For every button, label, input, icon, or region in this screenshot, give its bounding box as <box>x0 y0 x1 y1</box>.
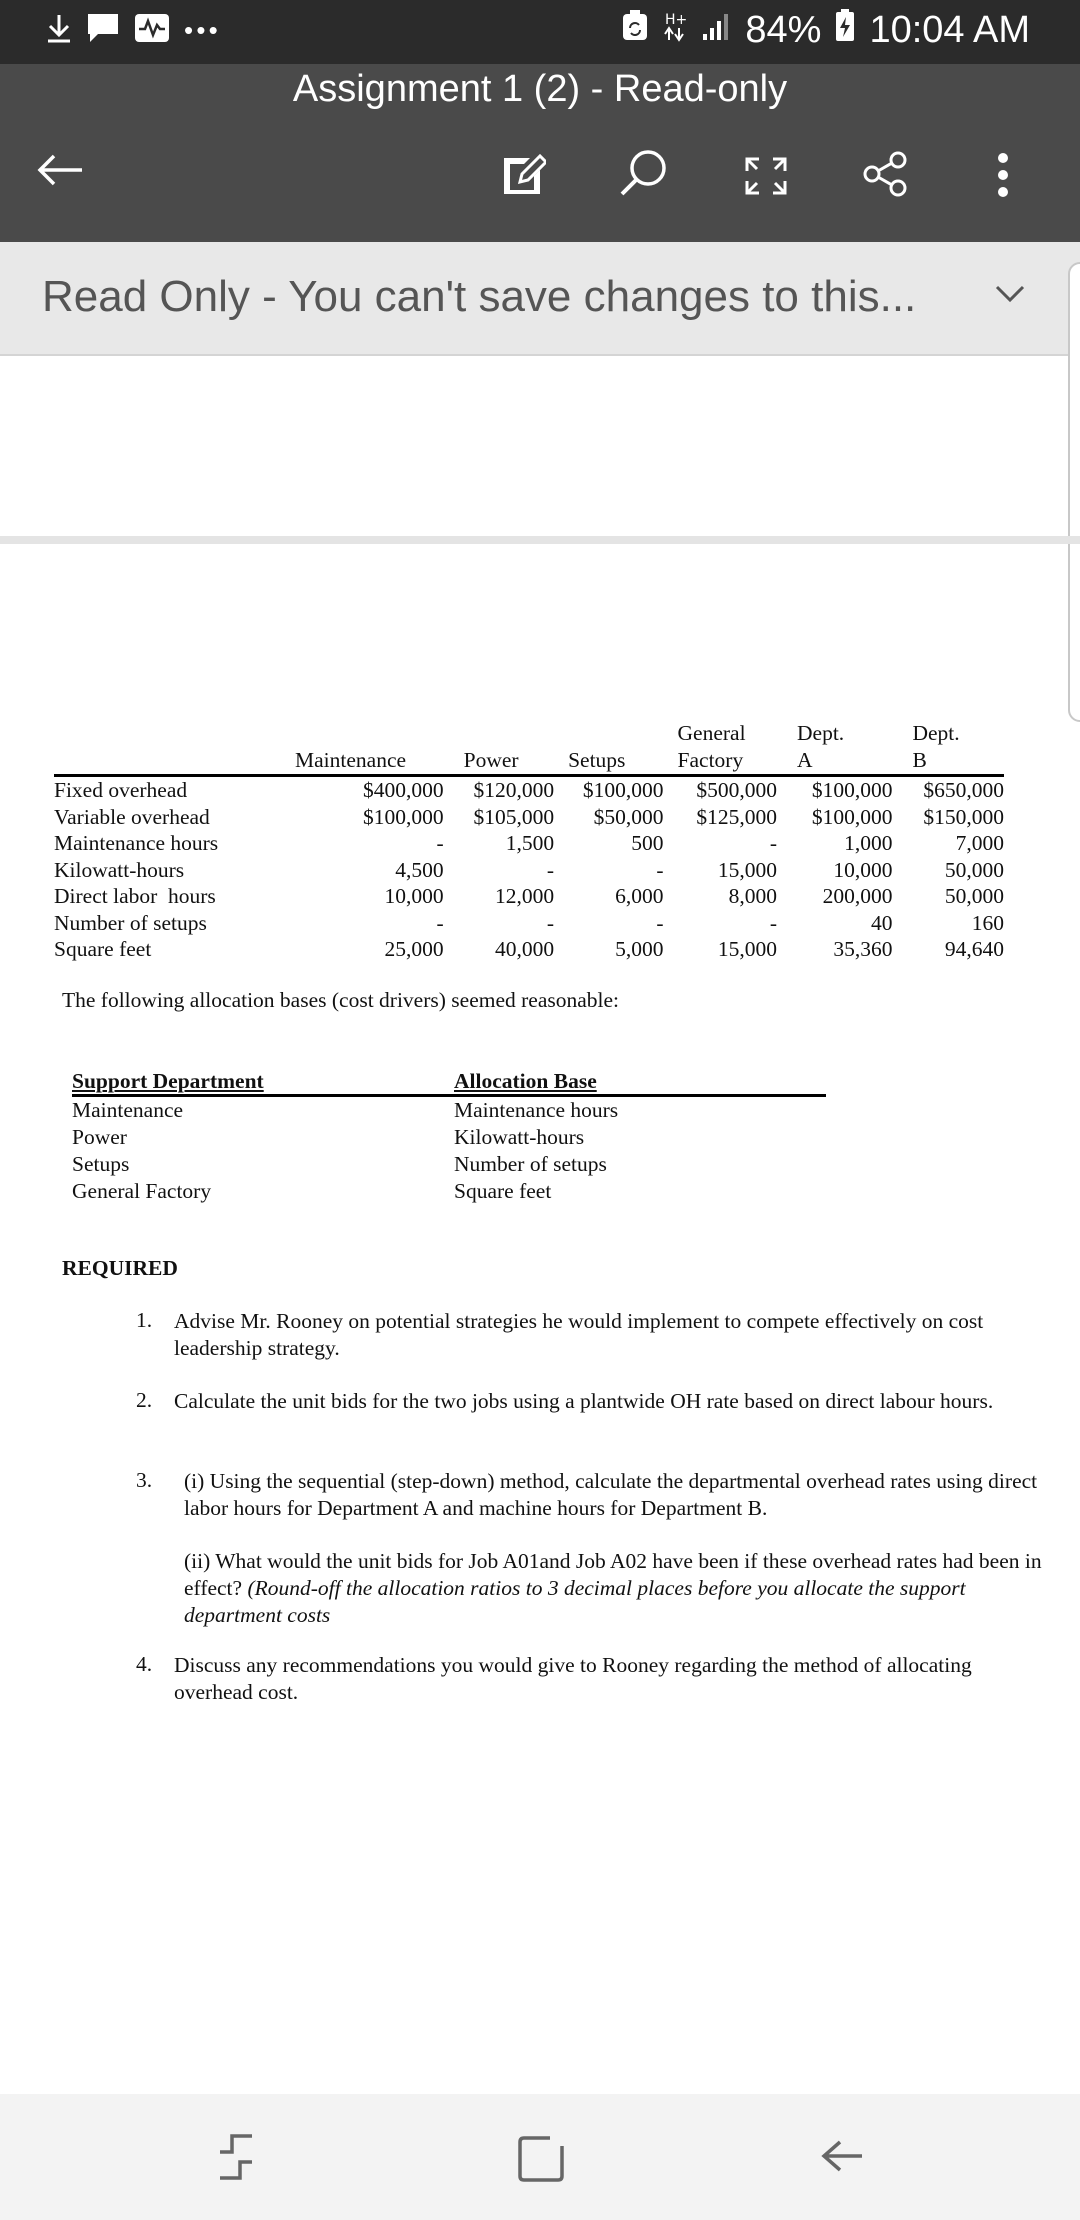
table-row <box>72 1178 826 1205</box>
header-cell-general-factory: General Factory <box>677 721 746 772</box>
header-cell-setups: Setups <box>568 748 626 772</box>
question-text: Advise Mr. Rooney on potential strategies he would implement to compete effectively on cost leadership strategy. <box>174 1309 984 1360</box>
header-allocation-base: Allocation Base <box>454 1069 597 1093</box>
table-cell: Maintenance <box>72 1098 184 1122</box>
allocation-intro: The following allocation bases (cost drivers) seemed reasonable: <box>62 988 620 1012</box>
question-text-part-ii <box>184 1548 1050 1629</box>
table-row <box>72 1096 826 1125</box>
table-cell: $120,000 <box>473 778 555 802</box>
home-icon[interactable] <box>518 2132 564 2187</box>
table-cell: - <box>436 831 444 855</box>
support-table-header <box>72 1068 826 1096</box>
required-heading: REQUIRED <box>62 1256 178 1280</box>
status-right <box>621 8 1030 52</box>
share-icon[interactable] <box>862 150 910 203</box>
fullscreen-icon[interactable] <box>744 156 788 201</box>
clock: 10:04 AM <box>869 8 1030 51</box>
table-cell: 1,000 <box>844 831 893 855</box>
table-cell: 50,000 <box>944 857 1004 882</box>
table-cell: - <box>436 910 444 935</box>
network-type-icon <box>663 9 687 52</box>
table-cell: $150,000 <box>923 804 1004 829</box>
table-cell: 10,000 <box>833 857 893 882</box>
question-1 <box>136 1308 1050 1362</box>
search-icon[interactable] <box>618 148 668 203</box>
question-number: 3. <box>136 1468 153 1492</box>
document-title: Assignment 1 (2) - Read-only <box>292 68 788 110</box>
table-cell: 160 <box>971 910 1004 935</box>
question-2 <box>136 1388 1066 1415</box>
navigation-bar <box>0 2094 1080 2220</box>
table-cell: 10,000 <box>384 884 444 908</box>
table-cell: 4,500 <box>395 857 444 882</box>
overhead-table <box>54 720 1004 963</box>
table-cell: 7,000 <box>955 831 1004 855</box>
part-ii-note: (Round-off the allocation ratios to 3 decimal places before you allocate the support department costs <box>184 1576 966 1627</box>
table-cell: General Factory <box>72 1179 212 1203</box>
question-text-part-i: (i) Using the sequential (step-down) method, calculate the departmental overhead rates using direct labor hours for Department A and machine hours for Department B. <box>184 1469 1038 1520</box>
recent-apps-icon[interactable] <box>214 2132 258 2187</box>
table-cell: Maintenance hours <box>454 1098 619 1122</box>
part-ii-text: (ii) What would the unit bids for Job A01and Job A02 have been if these overhead rates had been in effect? <box>184 1549 1042 1600</box>
more-vert-icon[interactable] <box>996 152 1010 203</box>
table-cell: $105,000 <box>473 804 555 829</box>
question-number: 2. <box>136 1388 153 1412</box>
row-label: Number of setups <box>54 910 207 935</box>
table-cell: Number of setups <box>454 1152 607 1176</box>
table-cell: 12,000 <box>494 884 555 908</box>
table-cell: 5,000 <box>615 937 664 961</box>
row-label: Variable overhead <box>54 804 210 829</box>
table-cell: Square feet <box>454 1179 552 1203</box>
status-left <box>46 12 216 49</box>
table-cell: 8,000 <box>728 884 777 908</box>
row-label: Square feet <box>54 937 152 961</box>
signal-icon <box>701 9 731 52</box>
table-cell: 50,000 <box>944 884 1004 908</box>
edit-icon[interactable] <box>500 150 546 201</box>
table-cell: Power <box>72 1125 127 1149</box>
table-cell: - <box>656 857 664 882</box>
back-icon[interactable] <box>820 2136 864 2181</box>
read-only-message: Read Only - You can't save changes to this... <box>42 272 917 321</box>
overhead-table-header <box>54 720 1004 776</box>
row-label: Kilowatt-hours <box>54 857 185 882</box>
question-number: 1. <box>136 1308 153 1332</box>
row-label: Direct labor hours <box>54 884 216 908</box>
question-number: 4. <box>136 1652 153 1676</box>
table-cell: - <box>769 831 777 855</box>
table-cell: 15,000 <box>717 937 777 961</box>
battery-charging-icon <box>835 8 855 52</box>
header-cell-maintenance: Maintenance <box>295 748 407 772</box>
table-cell: - <box>769 910 777 935</box>
table-cell: $650,000 <box>923 778 1004 802</box>
table-cell: 35,360 <box>833 937 893 961</box>
table-cell: 15,000 <box>717 857 777 882</box>
header-cell-dept-b: Dept. B <box>912 721 960 772</box>
table-cell: 500 <box>631 831 664 855</box>
table-cell: 40,000 <box>494 937 555 961</box>
svg-text:H+: H+ <box>665 11 688 28</box>
table-row <box>54 910 1004 937</box>
more-notifications-icon: • • • <box>184 15 216 45</box>
table-cell: $100,000 <box>811 778 893 802</box>
table-cell: - <box>656 910 664 935</box>
chevron-down-icon[interactable] <box>994 284 1026 309</box>
table-cell: 94,640 <box>944 937 1004 961</box>
table-cell: - <box>546 910 555 935</box>
read-only-banner[interactable] <box>0 242 1080 356</box>
table-cell: Setups <box>72 1152 130 1176</box>
battery-percent: 84% <box>745 8 822 51</box>
table-row <box>54 804 1004 831</box>
sync-icon <box>621 8 649 52</box>
table-row <box>54 883 1004 910</box>
table-cell: 200,000 <box>822 884 893 908</box>
table-row <box>54 830 1004 857</box>
table-cell: Kilowatt-hours <box>454 1125 585 1149</box>
table-cell: $100,000 <box>363 804 444 829</box>
row-label: Fixed overhead <box>54 778 188 802</box>
download-icon <box>46 13 72 48</box>
table-cell: $125,000 <box>696 804 777 829</box>
table-row <box>54 857 1004 884</box>
question-4 <box>136 1652 1050 1706</box>
chat-icon <box>86 12 120 49</box>
table-cell: $50,000 <box>593 804 664 829</box>
table-cell: $100,000 <box>582 778 664 802</box>
table-cell: - <box>546 857 555 882</box>
table-row <box>54 776 1004 804</box>
status-bar <box>0 0 1080 64</box>
table-row <box>72 1151 826 1178</box>
question-3 <box>136 1468 1050 1629</box>
table-cell: $100,000 <box>811 804 893 829</box>
table-cell: 1,500 <box>505 831 555 855</box>
table-row <box>54 936 1004 963</box>
row-label: Maintenance hours <box>54 831 219 855</box>
question-text: Discuss any recommendations you would give to Rooney regarding the method of allocating overhead cost. <box>174 1653 972 1704</box>
page-break <box>0 536 1080 544</box>
table-cell: 6,000 <box>615 884 664 908</box>
header-cell-blank <box>54 720 295 776</box>
table-cell: $500,000 <box>696 778 777 802</box>
table-cell: $400,000 <box>363 778 444 802</box>
activity-icon <box>134 13 170 48</box>
table-row <box>72 1124 826 1151</box>
support-department-table <box>72 1068 826 1205</box>
header-support-department: Support Department <box>72 1069 264 1093</box>
question-text: Calculate the unit bids for the two jobs using a plantwide OH rate based on direct labour hours. <box>174 1389 994 1413</box>
back-arrow-icon[interactable] <box>34 152 86 193</box>
table-cell: 25,000 <box>384 937 444 961</box>
app-bar <box>0 64 1080 242</box>
table-cell: 40 <box>870 910 893 935</box>
header-cell-power: Power <box>463 748 519 772</box>
header-cell-dept-a: Dept. A <box>797 721 845 772</box>
scroll-handle[interactable] <box>1068 262 1080 722</box>
